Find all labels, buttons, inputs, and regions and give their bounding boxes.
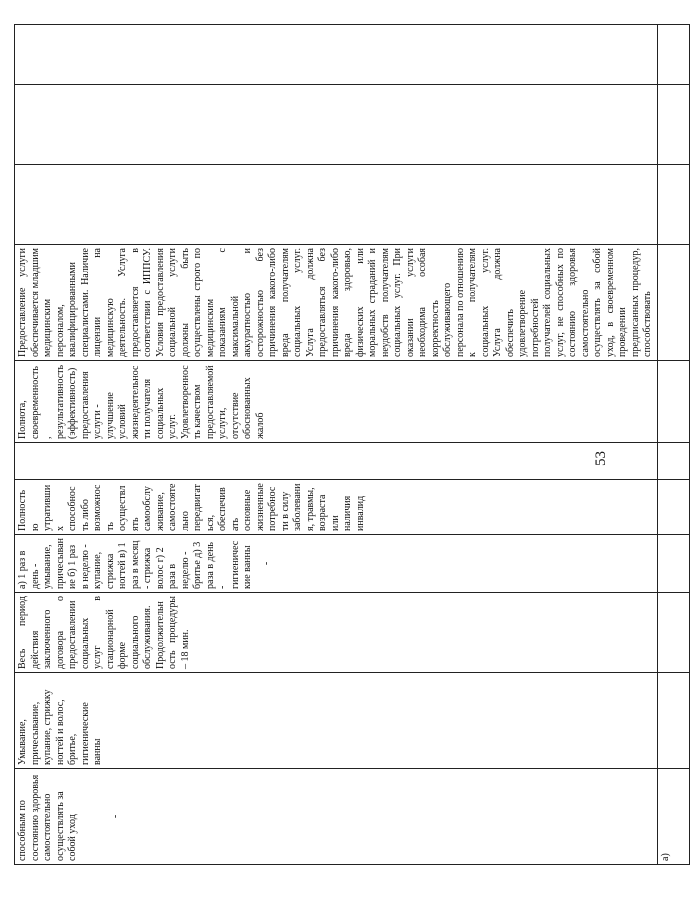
- cell-empty: [657, 673, 689, 769]
- rotated-table-container: [14, 25, 671, 865]
- cell-conditions: Предоставление услуги обеспечивается младшим медицинским персоналом, квалифицированными специалистами. Наличие лицензии на медицинскую деятельность. Услуга предоставляется в соответствии с ИППСУ. Условия предоставления социальной услуги должны быть осуществлены строго по медицинским показаниям с максимальной аккуратностью и осторожностью без причинения какого-либо вреда получателям социальных услуг. Услуга должна предоставляться без причинения какого-либо вреда здоровью, физических или моральных страданий и неудобств получателям социальных услуг. При оказании услуги необходима особая корректность обслуживающего персонала по отношению к получателям социальных услуг. Услуга должна обеспечить удовлетворение потребностей получателей социальных услуг, не способных по состоянию здоровья самостоятельно осуществлять за собой уход, в своевременном проведении предписанных процедур, способствовать: [15, 245, 658, 361]
- cell-label: а): [657, 769, 689, 865]
- cell-service: Умывание, причесывание, купание, стрижку ногтей и волос, бритье, гигиенические ванны: [15, 673, 658, 769]
- cell-empty: [657, 535, 689, 593]
- cell-evaluation: Полнота, своевременность, результативность (эффективность) предоставления услуги - улучшение условий жизнедеятельности получателя социальных услуг. Удовлетворенность качеством предоставляемой услуги, отсутствие обоснованных жалоб: [15, 361, 658, 443]
- cell-empty: [657, 85, 689, 165]
- cell-empty: [657, 593, 689, 673]
- page-number: 53: [593, 451, 609, 466]
- cell-recipients: способным по состоянию здоровья самостоятельно осуществлять за собой уход -: [15, 769, 658, 865]
- cell-term: Весь период действия заключенного договора о предоставлении социальных услуг в стационарной форме социального обслуживания. Продолжительность процедуры – 18 мин.: [15, 593, 658, 673]
- cell-empty: [657, 165, 689, 245]
- cell-empty: [657, 480, 689, 535]
- cell-empty: [657, 25, 689, 85]
- cell-empty-1: [15, 443, 658, 480]
- cell-empty: [657, 245, 689, 361]
- cell-empty-4: [15, 25, 658, 85]
- cell-empty: [657, 443, 689, 480]
- cell-indicators: Полностью утративших способность либо возможность осуществлять самообслуживание, самостоятельно передвигаться, обеспечивать основные жизненные потребности в силу заболевания, травмы, возраста или наличия инвалид: [15, 480, 658, 535]
- cell-empty-3: [15, 85, 658, 165]
- cell-frequency: а) 1 раз в день - умывание, причесывание б) 1 раз в неделю - купание, стрижка ногтей в) 1 раз в месяц - стрижка волос г) 2 раза в неделю - бритье д) 3 раза в день - гигиенические ванны -: [15, 535, 658, 593]
- cell-empty: [657, 361, 689, 443]
- services-table: [14, 24, 690, 865]
- table-row: [657, 25, 689, 865]
- cell-empty-2: [15, 165, 658, 245]
- table-row: [15, 25, 658, 865]
